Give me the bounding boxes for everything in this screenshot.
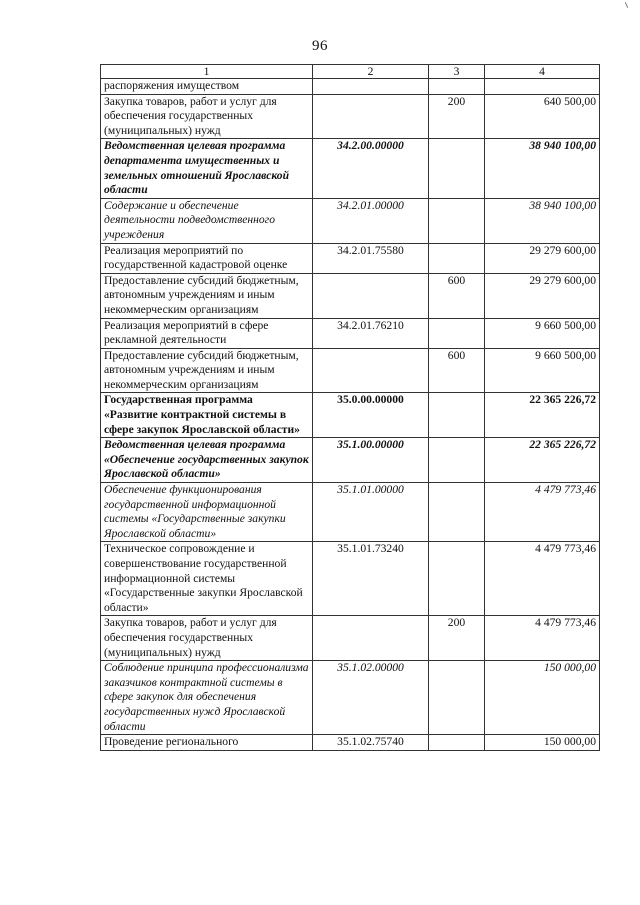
column-header-type: 3: [429, 65, 485, 79]
cell-amount: [485, 79, 600, 95]
cell-code: 34.2.00.00000: [313, 139, 429, 198]
budget-table: [100, 64, 600, 751]
cell-type: [429, 393, 485, 438]
cell-type: 600: [429, 348, 485, 393]
cell-amount: 22 365 226,72: [485, 393, 600, 438]
cell-code: [313, 348, 429, 393]
cell-code: 34.2.01.75580: [313, 243, 429, 273]
page-number: 96: [312, 38, 328, 54]
table-row: [101, 661, 600, 735]
column-header-amount: 4: [485, 65, 600, 79]
cell-type: 600: [429, 273, 485, 318]
cell-code: [313, 79, 429, 95]
cell-name: Закупка товаров, работ и услуг для обеспечения государственных (муниципальных) нужд: [101, 616, 313, 661]
cell-name: Техническое сопровождение и совершенствование государственной информационной системы «Государственные закупки Ярославской области»: [101, 542, 313, 616]
cell-type: [429, 198, 485, 243]
cell-name: Обеспечение функционирования государственной информационной системы «Государственные закупки Ярославской области»: [101, 483, 313, 542]
cell-code: [313, 273, 429, 318]
cell-code: 35.1.01.00000: [313, 483, 429, 542]
table-header-row: [101, 65, 600, 79]
column-header-code: 2: [313, 65, 429, 79]
cell-code: 35.1.00.00000: [313, 438, 429, 483]
cell-name: Реализация мероприятий в сфере рекламной деятельности: [101, 318, 313, 348]
table-row: [101, 393, 600, 438]
table-row: [101, 483, 600, 542]
cell-amount: 38 940 100,00: [485, 198, 600, 243]
cell-type: [429, 318, 485, 348]
table-row: [101, 243, 600, 273]
cell-name: Предоставление субсидий бюджетным, автономным учреждениям и иным некоммерческим организациям: [101, 348, 313, 393]
cell-amount: 38 940 100,00: [485, 139, 600, 198]
cell-type: [429, 735, 485, 751]
cell-name: Закупка товаров, работ и услуг для обеспечения государственных (муниципальных) нужд: [101, 94, 313, 139]
cell-code: 34.2.01.00000: [313, 198, 429, 243]
cell-amount: 29 279 600,00: [485, 243, 600, 273]
cell-amount: 4 479 773,46: [485, 616, 600, 661]
cell-amount: 4 479 773,46: [485, 483, 600, 542]
cell-amount: 22 365 226,72: [485, 438, 600, 483]
table-row: [101, 616, 600, 661]
cell-amount: 150 000,00: [485, 735, 600, 751]
cell-type: [429, 542, 485, 616]
cell-type: [429, 661, 485, 735]
cell-type: [429, 243, 485, 273]
cell-name: Ведомственная целевая программа департамента имущественных и земельных отношений Ярославской области: [101, 139, 313, 198]
cell-code: 35.0.00.00000: [313, 393, 429, 438]
cell-name: Ведомственная целевая программа «Обеспечение государственных закупок Ярославской области»: [101, 438, 313, 483]
scan-mark: [625, 2, 628, 8]
cell-amount: 4 479 773,46: [485, 542, 600, 616]
table-body: [101, 79, 600, 751]
cell-type: [429, 139, 485, 198]
cell-amount: 640 500,00: [485, 94, 600, 139]
column-header-name: 1: [101, 65, 313, 79]
cell-name: Реализация мероприятий по государственной кадастровой оценке: [101, 243, 313, 273]
cell-name: Соблюдение принципа профессионализма заказчиков контрактной системы в сфере закупок для обеспечения государственных нужд Ярославской области: [101, 661, 313, 735]
cell-name: Предоставление субсидий бюджетным, автономным учреждениям и иным некоммерческим организациям: [101, 273, 313, 318]
cell-code: 35.1.02.75740: [313, 735, 429, 751]
cell-type: 200: [429, 94, 485, 139]
table-row: [101, 79, 600, 95]
table-row: [101, 438, 600, 483]
cell-type: [429, 79, 485, 95]
table-row: [101, 542, 600, 616]
cell-type: 200: [429, 616, 485, 661]
cell-code: 35.1.01.73240: [313, 542, 429, 616]
cell-name: Проведение регионального: [101, 735, 313, 751]
table-row: [101, 139, 600, 198]
table-row: [101, 318, 600, 348]
cell-amount: 9 660 500,00: [485, 318, 600, 348]
table-row: [101, 198, 600, 243]
cell-type: [429, 483, 485, 542]
cell-name: Государственная программа «Развитие контрактной системы в сфере закупок Ярославской области»: [101, 393, 313, 438]
cell-name: Содержание и обеспечение деятельности подведомственного учреждения: [101, 198, 313, 243]
cell-code: [313, 616, 429, 661]
table-row: [101, 94, 600, 139]
table-row: [101, 735, 600, 751]
cell-amount: 29 279 600,00: [485, 273, 600, 318]
cell-name: распоряжения имуществом: [101, 79, 313, 95]
cell-type: [429, 438, 485, 483]
table-row: [101, 348, 600, 393]
cell-code: 34.2.01.76210: [313, 318, 429, 348]
cell-code: [313, 94, 429, 139]
cell-code: 35.1.02.00000: [313, 661, 429, 735]
cell-amount: 9 660 500,00: [485, 348, 600, 393]
cell-amount: 150 000,00: [485, 661, 600, 735]
table-row: [101, 273, 600, 318]
